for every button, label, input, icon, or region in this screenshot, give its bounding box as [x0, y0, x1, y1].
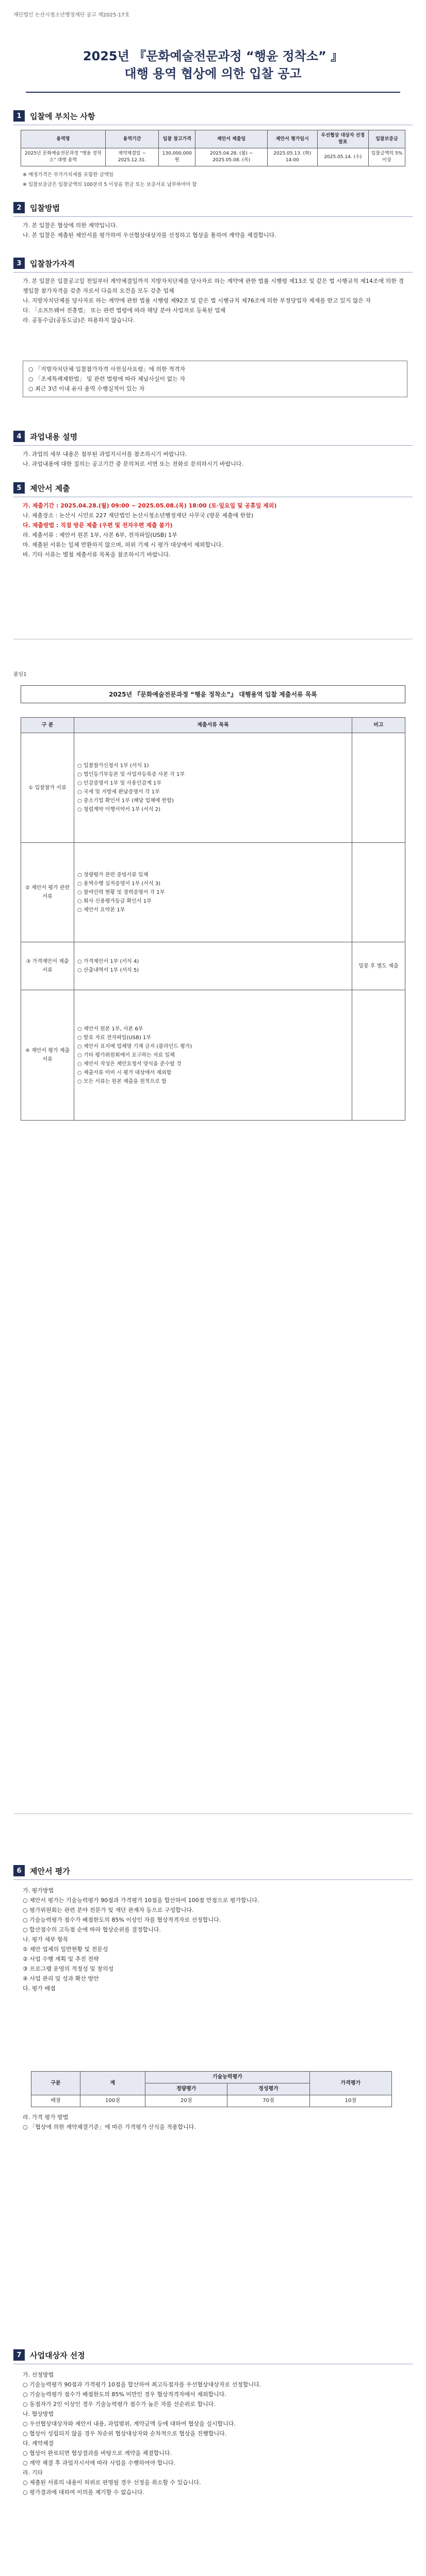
title-divider — [26, 92, 400, 93]
section-6-after — [23, 2112, 407, 2132]
body-line: 나. 평가 세부 항목 — [23, 1936, 69, 1943]
section-6-heading — [13, 1865, 70, 1876]
annex-title: 2025년 『문화예술전문과정 “행윤 정착소”』 대행용역 입찰 제출서류 목록 — [21, 685, 405, 703]
section-title: 입찰방법 — [30, 203, 60, 213]
title-line-1: 2025년 『문화예술전문과정 “행윤 정착소” 』 — [83, 49, 343, 63]
section-title: 입찰참가자격 — [30, 259, 75, 268]
table-cell: 20점 — [145, 2095, 227, 2107]
section-3-box-wrap — [23, 361, 407, 397]
section-number: 1 — [13, 110, 25, 122]
submission-period: 가. 제출기간 : 2025.04.28.(월) 09:00 ~ 2025.05.08.(목) 18:00 (토·일요일 및 공휴일 제외) — [23, 502, 277, 509]
table-header: 정량평가 — [145, 2083, 227, 2095]
body-line: ○ 합산점수의 고득점 순에 따라 협상순위를 결정합니다. — [23, 1926, 161, 1933]
section-title: 입찰에 부치는 사항 — [30, 111, 95, 121]
section-2-heading — [13, 202, 60, 213]
table-cell: 배점 — [31, 2095, 80, 2107]
table-header: 정성평가 — [227, 2083, 309, 2095]
body-line: ○ 동점자가 2인 이상인 경우 기술능력평가 점수가 높은 자를 선순위로 합니다. — [23, 2401, 216, 2408]
table-row — [21, 942, 405, 990]
table-cell — [352, 733, 405, 843]
table-cell: 70점 — [227, 2095, 309, 2107]
body-line: 다. 「소프트웨어 진흥법」 또는 관련 법령에 따라 해당 분야 사업자로 등록된 업체 — [23, 307, 226, 314]
title-line-2: 대행 용역 협상에 의한 입찰 공고 — [124, 66, 302, 81]
submission-method: 다. 제출방법 : 직접 방문 제출 (우편 및 전자우편 제출 불가) — [23, 522, 173, 529]
section-5-heading — [13, 482, 70, 494]
table-cell: ② 제안서 평가 관련 서류 — [21, 843, 74, 942]
submission-note: 마. 제출된 서류는 일체 반환하지 않으며, 허위 기재 시 평가 대상에서 제외합니다. — [23, 541, 223, 548]
section-rule — [13, 445, 413, 446]
table-header-row — [21, 130, 405, 148]
table-header: 제안서 평가일시 — [267, 130, 317, 148]
body-line: ④ 사업 관리 및 성과 확산 방안 — [23, 1975, 99, 1982]
table-header: 가격평가 — [309, 2072, 391, 2095]
table-row — [21, 733, 405, 843]
table-header: 기술능력평가 — [145, 2072, 309, 2083]
body-line: ○ 평가위원회는 관련 분야 전문가 및 재단 관계자 등으로 구성합니다. — [23, 1907, 194, 1913]
section-7-heading — [13, 2349, 85, 2361]
table-cell: ○ 가격제안서 1부 (서식 4) ○ 산출내역서 1부 (서식 5) — [74, 942, 352, 990]
table-cell: 2025년 문화예술전문과정 "행윤 정착소" 대행 용역 — [21, 148, 106, 166]
body-line: 가. 과업의 세부 내용은 첨부된 과업지시서를 참조하시기 바랍니다. — [23, 451, 187, 457]
table-cell: 밀봉 후 별도 제출 — [352, 942, 405, 990]
section-number: 3 — [13, 258, 25, 269]
announcement-title — [0, 47, 426, 82]
body-line: 가. 평가방법 — [23, 1887, 54, 1894]
section-number: 6 — [13, 1865, 25, 1876]
note-line: ※ 예정가격은 부가가치세를 포함한 금액임 — [23, 172, 114, 178]
table-header: 비고 — [352, 718, 405, 733]
section-6-body — [23, 1886, 407, 1993]
table-header: 용역명 — [21, 130, 106, 148]
overview-notes — [23, 170, 407, 190]
table-header-row — [21, 718, 405, 733]
section-2-body — [23, 221, 407, 240]
section-title: 제안서 제출 — [30, 483, 70, 493]
body-line: ○ 우선협상대상자와 제안서 내용, 과업범위, 계약금액 등에 대하여 협상을 실시합니다. — [23, 2420, 236, 2427]
table-header: 구 분 — [21, 718, 74, 733]
table-header: 입찰보증금 — [368, 130, 405, 148]
table-row — [21, 148, 405, 166]
section-title: 사업대상자 선정 — [30, 2350, 85, 2360]
body-line: 라. 공동수급(공동도급)은 허용하지 않습니다. — [23, 317, 135, 324]
table-header: 제출서류 목록 — [74, 718, 352, 733]
section-title: 과업내용 설명 — [30, 432, 78, 442]
table-cell: 10점 — [309, 2095, 391, 2107]
body-line: 라. 기타 — [23, 2469, 43, 2476]
body-line: ○ 제안서 평가는 기술능력평가 90점과 가격평가 10점을 합산하여 100점 만점으로 평가합니다. — [23, 1897, 259, 1904]
body-line: 가. 본 입찰은 협상에 의한 계약입니다. — [23, 222, 118, 229]
submission-etc: 바. 기타 서류는 별첨 제출서류 목록을 참조하시기 바랍니다. — [23, 551, 171, 558]
score-table — [31, 2071, 392, 2107]
section-1-heading — [13, 110, 95, 122]
section-title: 제안서 평가 — [30, 1866, 70, 1876]
table-cell: ④ 제안서 평가 제출 서류 — [21, 990, 74, 1121]
section-number: 2 — [13, 202, 25, 213]
table-header: 구분 — [31, 2072, 80, 2095]
table-cell: 2025.05.13. (화) 14:00 — [267, 148, 317, 166]
header-note: 재단법인 논산시청소년행정재단 공고 제2025-17호 — [13, 12, 130, 18]
table-cell: 2025.04.28. (월) ~ 2025.05.08. (목) — [195, 148, 268, 166]
body-line: 나. 본 입찰은 제출된 제안서를 평가하여 우선협상대상자를 선정하고 협상을 통하여 계약을 체결합니다. — [23, 232, 276, 239]
body-line: ○ 기술능력평가 점수가 배점한도의 85% 미만인 경우 협상적격자에서 제외합니다. — [23, 2391, 226, 2398]
table-cell: ① 입찰참가 서류 — [21, 733, 74, 843]
annex-label: 붙임1 — [13, 672, 27, 677]
annex-table — [21, 717, 405, 1121]
table-cell: 100점 — [80, 2095, 145, 2107]
body-line: ○ 「협상에 의한 계약체결기준」에 따른 가격평가 산식을 적용합니다. — [23, 2124, 196, 2130]
body-line: 나. 과업내용에 대한 질의는 공고기간 중 문의처로 서면 또는 전화로 문의하시기 바랍니다. — [23, 461, 243, 467]
note-line: ※ 입찰보증금은 입찰금액의 100분의 5 이상을 현금 또는 보증서로 납부하여야 함 — [23, 182, 197, 188]
section-rule — [13, 1879, 413, 1880]
section-3-body — [23, 276, 407, 325]
table-cell: 2025.05.14. (수) — [317, 148, 368, 166]
box-line: ○ 최근 3년 이내 유사 용역 수행실적이 있는 자 — [28, 385, 145, 392]
box-line: ○ 「지방자치단체 입찰참가자격 사전심사요령」에 의한 적격자 — [28, 366, 186, 372]
body-line: ○ 평가결과에 대하여 이의를 제기할 수 없습니다. — [23, 2489, 144, 2496]
table-cell: ○ 정량평가 관련 증빙서류 일체 ○ 용역수행 실적증명서 1부 (서식 3) ○ 참여인력 현황 및 경력증명서 각 1부 ○ 회사 신용평가등급 확인서 1부 ○ 제안서 요약본 1부 — [74, 843, 352, 942]
body-line: ○ 협상이 완료되면 협상결과를 바탕으로 계약을 체결합니다. — [23, 2450, 172, 2456]
body-line: ○ 제출된 서류의 내용이 허위로 판명될 경우 선정을 취소할 수 있습니다. — [23, 2479, 201, 2486]
table-cell: 130,000,000원 — [159, 148, 195, 166]
box-line: ○ 「조세특례제한법」 및 관련 법령에 따라 체납사실이 없는 자 — [28, 376, 185, 382]
section-rule — [13, 216, 413, 217]
table-header: 우선협상 대상자 선정 발표 — [317, 130, 368, 148]
table-row — [31, 2095, 392, 2107]
table-header: 입찰 참고가격 — [159, 130, 195, 148]
table-cell — [352, 843, 405, 942]
body-line: ○ 기술능력평가 90점과 가격평가 10점을 합산하여 최고득점자를 우선협상대상자로 선정합니다. — [23, 2381, 261, 2388]
section-3-heading — [13, 258, 75, 269]
table-cell: ○ 제안서 원본 1부, 사본 6부 ○ 발표 자료 전자파일(USB) 1부 ○ 제안서 표지에 업체명 기재 금지 (블라인드 평가) ○ 기타 평가위원회에서 요구하는 자료 일체 ○ 제안서 작성은 제안요청서 양식을 준수할 것 ○ 제출서류 미비 시 평가 대상에서 제외함 ○ 모든 서류는 원본 제출을 원칙으로 함 — [74, 990, 352, 1121]
overview-table — [21, 130, 405, 166]
section-5-body — [23, 501, 407, 560]
table-header-row — [31, 2072, 392, 2083]
body-line: 나. 협상방법 — [23, 2411, 54, 2417]
body-line: ○ 계약 체결 후 과업지시서에 따라 사업을 수행하여야 합니다. — [23, 2460, 176, 2466]
body-line: ② 사업 수행 계획 및 추진 전략 — [23, 1956, 99, 1962]
body-line: 라. 가격 평가 방법 — [23, 2114, 69, 2121]
body-line: ③ 프로그램 운영의 적정성 및 창의성 — [23, 1965, 114, 1972]
submission-place: 나. 제출장소 : 논산시 시민로 227 재단법인 논산시청소년행정재단 사무국 (방문 제출에 한함) — [23, 512, 254, 519]
body-line: ○ 기술능력평가 점수가 배점한도의 85% 이상인 자를 협상적격자로 선정합니다. — [23, 1917, 221, 1923]
table-header: 제안서 제출일 — [195, 130, 268, 148]
section-rule — [13, 272, 413, 273]
table-row — [21, 843, 405, 942]
body-line: ① 제안 업체의 일반현황 및 전문성 — [23, 1946, 108, 1953]
table-cell: 계약체결일 ~ 2025.12.31. — [105, 148, 159, 166]
table-cell: ○ 입찰참가신청서 1부 (서식 1) ○ 법인등기부등본 및 사업자등록증 사본 각 1부 ○ 인감증명서 1부 및 사용인감계 1부 ○ 국세 및 지방세 완납증명서 각 1부 ○ 중소기업 확인서 1부 (해당 업체에 한함) ○ 청렴계약 이행서약서 1부 (서식 2) — [74, 733, 352, 843]
table-row — [21, 990, 405, 1121]
body-line: 나. 지방자치단체를 당사자로 하는 계약에 관한 법률 시행령 제92조 및 같은 법 시행규칙 제76조에 의한 부정당업자 제재를 받고 있지 않은 자 — [23, 297, 371, 304]
body-line: 다. 평가 배점 — [23, 1985, 56, 1992]
body-line: 가. 선정방법 — [23, 2371, 54, 2378]
submission-docs: 라. 제출서류 : 제안서 원본 1부, 사본 6부, 전자파일(USB) 1부 — [23, 532, 177, 538]
body-line: 다. 계약체결 — [23, 2440, 54, 2447]
table-header: 용역기간 — [105, 130, 159, 148]
table-header: 계 — [80, 2072, 145, 2095]
qualification-box — [23, 361, 407, 397]
body-line: ○ 협상이 성립되지 않을 경우 차순위 협상대상자와 순차적으로 협상을 진행합니다. — [23, 2430, 227, 2437]
table-cell: 입찰금액의 5% 이상 — [368, 148, 405, 166]
section-7-body — [23, 2370, 407, 2497]
section-number: 4 — [13, 431, 25, 442]
section-number: 5 — [13, 482, 25, 494]
body-line: 가. 본 입찰은 입찰공고일 전일부터 계약체결일까지 지방자치단체를 당사자로 하는 계약에 관한 법률 시행령 제13조 및 같은 법 시행규칙 제14조에 의한 경쟁입찰 참가자격을 갖춘 자로서 다음의 요건을 모두 갖춘 업체 — [23, 278, 404, 294]
table-cell: ③ 가격제안서 제출 서류 — [21, 942, 74, 990]
section-4-heading — [13, 431, 77, 442]
table-cell — [352, 990, 405, 1121]
section-number: 7 — [13, 2349, 25, 2361]
section-4-body — [23, 449, 407, 469]
